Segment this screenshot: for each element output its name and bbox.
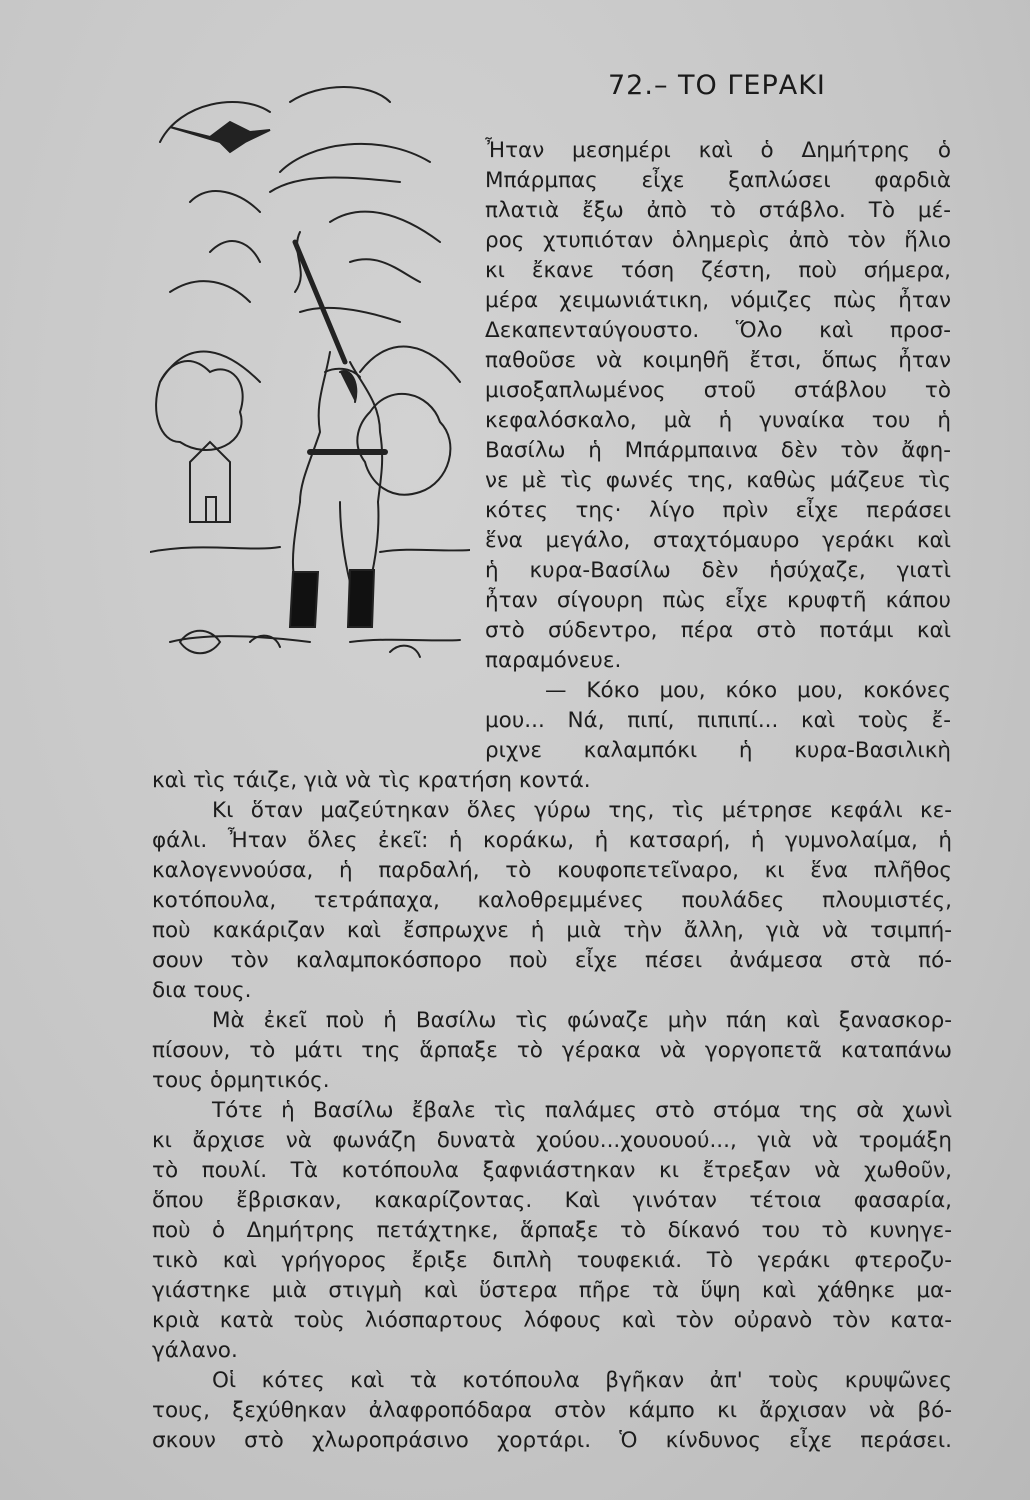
chapter-title: 72.– ΤΟ ΓΕΡΑΚΙ [608,70,826,101]
text-line: κριὰ κατὰ τοὺς λιόσπαρτους λόφους καὶ τὸν οὐρανὸ τὸν κατα- [152,1308,952,1333]
text-line: καὶ τὶς τάιζε, γιὰ νὰ τὶς κρατήση κοντά. [152,768,591,793]
text-line: γιάστηκε μιὰ στιγμὴ καὶ ὕστερα πῆρε τὰ ὕψη καὶ χάθηκε μα- [152,1278,952,1303]
text-line: γάλανο. [152,1338,238,1363]
text-line: ὅπου ἔβρισκαν, κακαρίζοντας. Καὶ γινόταν τέτοια φασαρία, [152,1188,952,1213]
text-line: Μπάρμπας εἶχε ξαπλώσει φαρδιὰ [485,168,951,193]
text-line: κι ἔκανε τόση ζέστη, ποὺ σήμερα, [485,258,951,283]
text-line: τικὸ καὶ γρήγορος ἔριξε διπλὴ τουφεκιά. Τὸ γεράκι φτεροζυ- [152,1248,952,1273]
text-line: καλογεννούσα, ἡ παρδαλή, τὸ κουφοπετεῖναρο, κι ἕνα πλῆθος [152,858,952,883]
text-line: μισοξαπλωμένος στοῦ στάβλου τὸ [485,378,951,403]
text-line: Οἱ κότες καὶ τὰ κοτόπουλα βγῆκαν ἀπ' τοὺς κρυψῶνες [212,1368,952,1393]
text-line: Βασίλω ἡ Μπάρμπαινα δὲν τὸν ἄφη- [485,438,951,463]
text-line: τους, ξεχύθηκαν ἀλαφροπόδαρα στὸν κάμπο κι ἄρχισαν νὰ βό- [152,1398,952,1423]
text-line: στὸ σύδεντρο, πέρα στὸ ποτάμι καὶ [485,618,951,643]
text-line: κεφαλόσκαλο, μὰ ἡ γυναίκα του ἡ [485,408,951,433]
text-line: πλατιὰ ἔξω ἀπὸ τὸ στάβλο. Τὸ μέ- [485,198,951,223]
text-line: κι ἄρχισε νὰ φωνάζη δυνατὰ χούου...χουουού..., γιὰ νὰ τρομάξη [152,1128,952,1153]
text-line: — Κόκο μου, κόκο μου, κοκόνες [545,678,951,703]
text-line: σκουν στὸ χλωροπράσινο χορτάρι. Ὁ κίνδυνος εἶχε περάσει. [152,1428,952,1453]
text-line: ποὺ ὁ Δημήτρης πετάχτηκε, ἅρπαξε τὸ δίκανό του τὸ κυνηγε- [152,1218,952,1243]
text-line: τους ὁρμητικός. [152,1068,330,1093]
text-line: σουν τὸν καλαμποκόσπορο ποὺ εἶχε πέσει ἀνάμεσα στὰ πό- [152,948,952,973]
text-line: παθοῦσε νὰ κοιμηθῆ ἔτσι, ὅπως ἦταν [485,348,951,373]
text-line: Κι ὅταν μαζεύτηκαν ὅλες γύρω της, τὶς μέτρησε κεφάλι κε- [212,798,952,823]
text-line: νε μὲ τὶς φωνές της, καθὼς μάζευε τὶς [485,468,951,493]
text-line: ποὺ κακάριζαν καὶ ἔσπρωχνε ἡ μιὰ τὴν ἄλλη, γιὰ νὰ τσιμπή- [152,918,952,943]
text-line: ἕνα μεγάλο, σταχτόμαυρο γεράκι καὶ [485,528,951,553]
text-line: Δεκαπενταύγουστο. Ὅλο καὶ προσ- [485,318,951,343]
text-line: φάλι. Ἦταν ὅλες ἐκεῖ: ἡ κοράκω, ἡ κατσαρή, ἡ γυμνολαίμα, ἡ [152,828,952,853]
text-line: ριχνε καλαμπόκι ἡ κυρα-Βασιλικὴ [485,738,951,763]
text-line: ἡ κυρα-Βασίλω δὲν ἡσύχαζε, γιατὶ [485,558,951,583]
text-line: ρος χτυπιόταν ὁλημερὶς ἀπὸ τὸν ἥλιο [485,228,951,253]
text-line: Ἦταν μεσημέρι καὶ ὁ Δημήτρης ὁ [485,138,951,163]
hunter-shooting-hawk-illustration [150,82,470,682]
text-line: μέρα χειμωνιάτικη, νόμιζες πὼς ἦταν [485,288,951,313]
text-line: Τότε ἡ Βασίλω ἔβαλε τὶς παλάμες στὸ στόμα της σὰ χωνὶ [212,1098,952,1123]
text-line: τὸ πουλί. Τὰ κοτόπουλα ξαφνιάστηκαν κι ἔτρεξαν νὰ χωθοῦν, [152,1158,952,1183]
text-line: δια τους. [152,978,252,1003]
text-line: κοτόπουλα, τετράπαχα, καλοθρεμμένες πουλάδες πλουμιστές, [152,888,952,913]
text-line: Μὰ ἐκεῖ ποὺ ἡ Βασίλω τὶς φώναζε μὴν πάη καὶ ξανασκορ- [212,1008,952,1033]
text-line: παραμόνευε. [485,648,622,673]
text-line: κότες της· λίγο πρὶν εἶχε περάσει [485,498,951,523]
text-line: μου... Νά, πιπί, πιπιπί... καὶ τοὺς ἔ- [485,708,951,733]
text-line: πίσουν, τὸ μάτι της ἅρπαξε τὸ γέρακα νὰ γοργοπετᾶ καταπάνω [152,1038,952,1063]
text-line: ἦταν σίγουρη πὼς εἶχε κρυφτῆ κάπου [485,588,951,613]
